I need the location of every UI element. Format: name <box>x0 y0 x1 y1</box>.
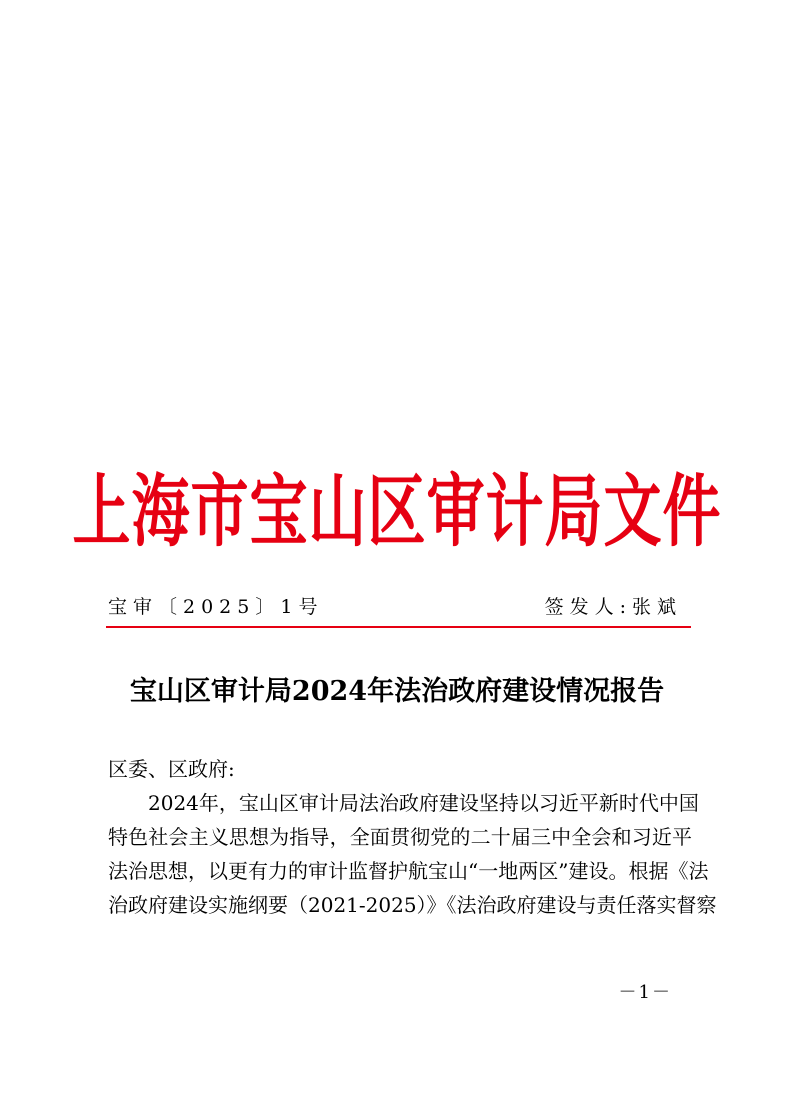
document-number: 宝审〔2025〕1号 <box>108 596 324 618</box>
body-line: 治政府建设实施纲要（2021-2025）》《法治政府建设与责任落实督察 <box>108 893 717 917</box>
body-line: 法治思想，以更有力的审计监督护航宝山“一地两区”建设。根据《法 <box>108 859 709 883</box>
body-line: 2024年，宝山区审计局法治政府建设坚持以习近平新时代中国 <box>148 791 699 815</box>
page-number: －1－ <box>618 982 672 1003</box>
report-body <box>108 786 717 922</box>
signer-label: 签发人:张斌 <box>544 596 682 618</box>
issuer-header-title: 上海市宝山区审计局文件 <box>72 465 722 558</box>
salutation: 区委、区政府: <box>108 757 235 781</box>
report-title: 宝山区审计局2024年法治政府建设情况报告 <box>129 676 665 707</box>
body-line: 特色社会主义思想为指导，全面贯彻党的二十届三中全会和习近平 <box>108 825 692 849</box>
red-divider-line <box>106 626 691 628</box>
